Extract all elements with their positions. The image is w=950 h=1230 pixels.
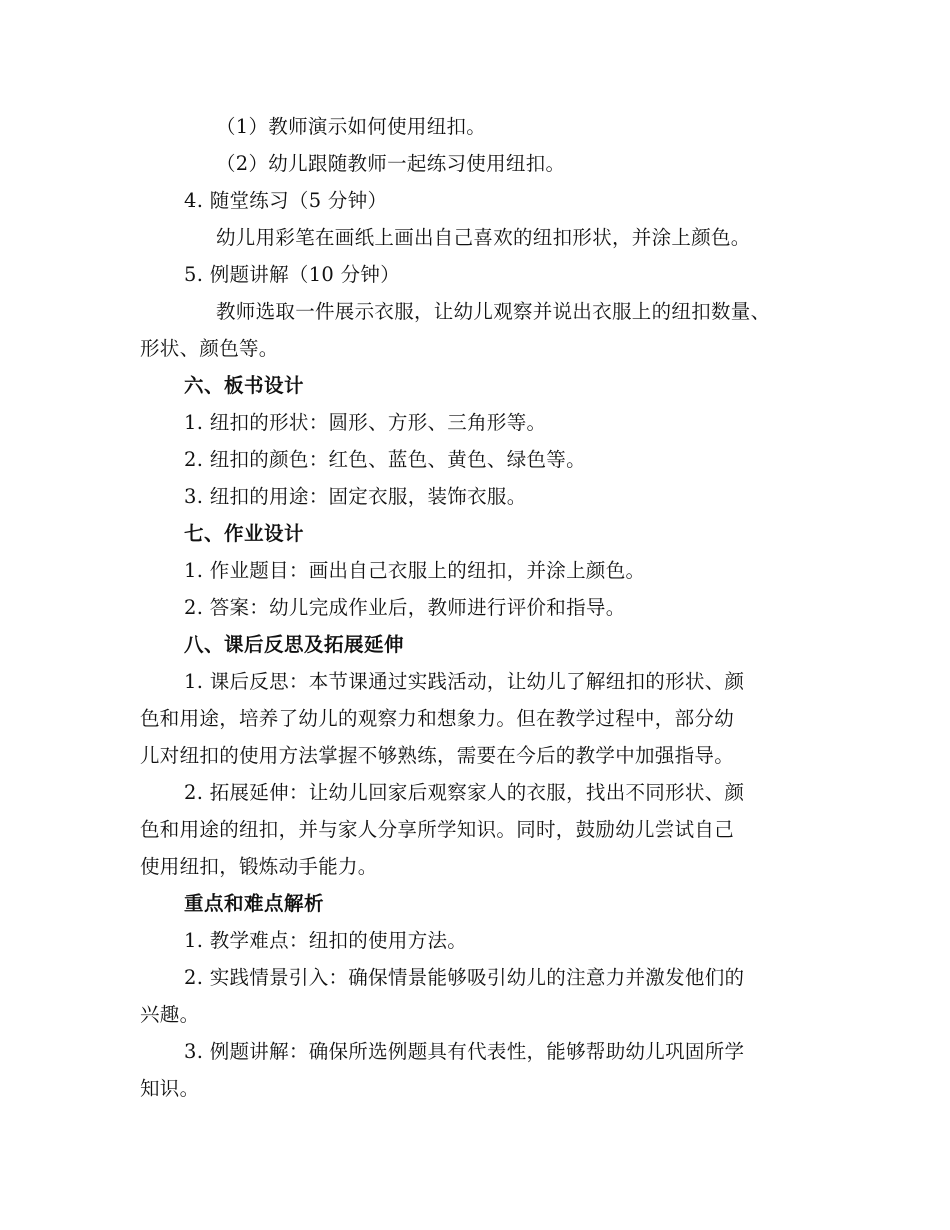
- key-point-2-line-1: 2. 实践情景引入：确保情景能够吸引幼儿的注意力并激发他们的: [184, 966, 745, 989]
- section-7-heading: 七、作业设计: [184, 522, 305, 545]
- reflection-line-1: 1. 课后反思：本节课通过实践活动，让幼儿了解纽扣的形状、颜: [184, 670, 745, 693]
- reflection-line-2: 色和用途，培养了幼儿的观察力和想象力。但在教学过程中，部分幼: [140, 707, 735, 730]
- extension-line-3: 使用纽扣，锻炼动手能力。: [140, 855, 378, 878]
- item-5-body-line-1: 教师选取一件展示衣服，让幼儿观察并说出衣服上的纽扣数量、: [216, 300, 771, 323]
- item-5-heading: 5. 例题讲解（10 分钟）: [184, 263, 401, 286]
- item-4-heading: 4. 随堂练习（5 分钟）: [184, 189, 388, 212]
- item-4-body: 幼儿用彩笔在画纸上画出自己喜欢的纽扣形状，并涂上颜色。: [216, 226, 751, 249]
- extension-line-2: 色和用途的纽扣，并与家人分享所学知识。同时，鼓励幼儿尝试自己: [140, 818, 735, 841]
- reflection-line-3: 儿对纽扣的使用方法掌握不够熟练，需要在今后的教学中加强指导。: [140, 744, 735, 767]
- key-point-2-line-2: 兴趣。: [140, 1003, 200, 1026]
- step-children-practice: （2）幼儿跟随教师一起练习使用纽扣。: [216, 152, 566, 175]
- board-item-1: 1. 纽扣的形状：圆形、方形、三角形等。: [184, 411, 547, 434]
- board-item-3: 3. 纽扣的用途：固定衣服，装饰衣服。: [184, 485, 527, 508]
- key-points-heading: 重点和难点解析: [184, 892, 325, 915]
- key-point-1: 1. 教学难点：纽扣的使用方法。: [184, 929, 468, 952]
- step-teacher-demo: （1）教师演示如何使用纽扣。: [216, 115, 487, 138]
- section-6-heading: 六、板书设计: [184, 374, 305, 397]
- board-item-2: 2. 纽扣的颜色：红色、蓝色、黄色、绿色等。: [184, 448, 586, 471]
- item-5-body-line-2: 形状、颜色等。: [140, 337, 279, 360]
- key-point-3-line-2: 知识。: [140, 1077, 200, 1100]
- homework-item-2: 2. 答案：幼儿完成作业后，教师进行评价和指导。: [184, 596, 626, 619]
- key-point-3-line-1: 3. 例题讲解：确保所选例题具有代表性，能够帮助幼儿巩固所学: [184, 1040, 745, 1063]
- extension-line-1: 2. 拓展延伸：让幼儿回家后观察家人的衣服，找出不同形状、颜: [184, 781, 745, 804]
- homework-item-1: 1. 作业题目：画出自己衣服上的纽扣，并涂上颜色。: [184, 559, 646, 582]
- section-8-heading: 八、课后反思及拓展延伸: [184, 633, 405, 656]
